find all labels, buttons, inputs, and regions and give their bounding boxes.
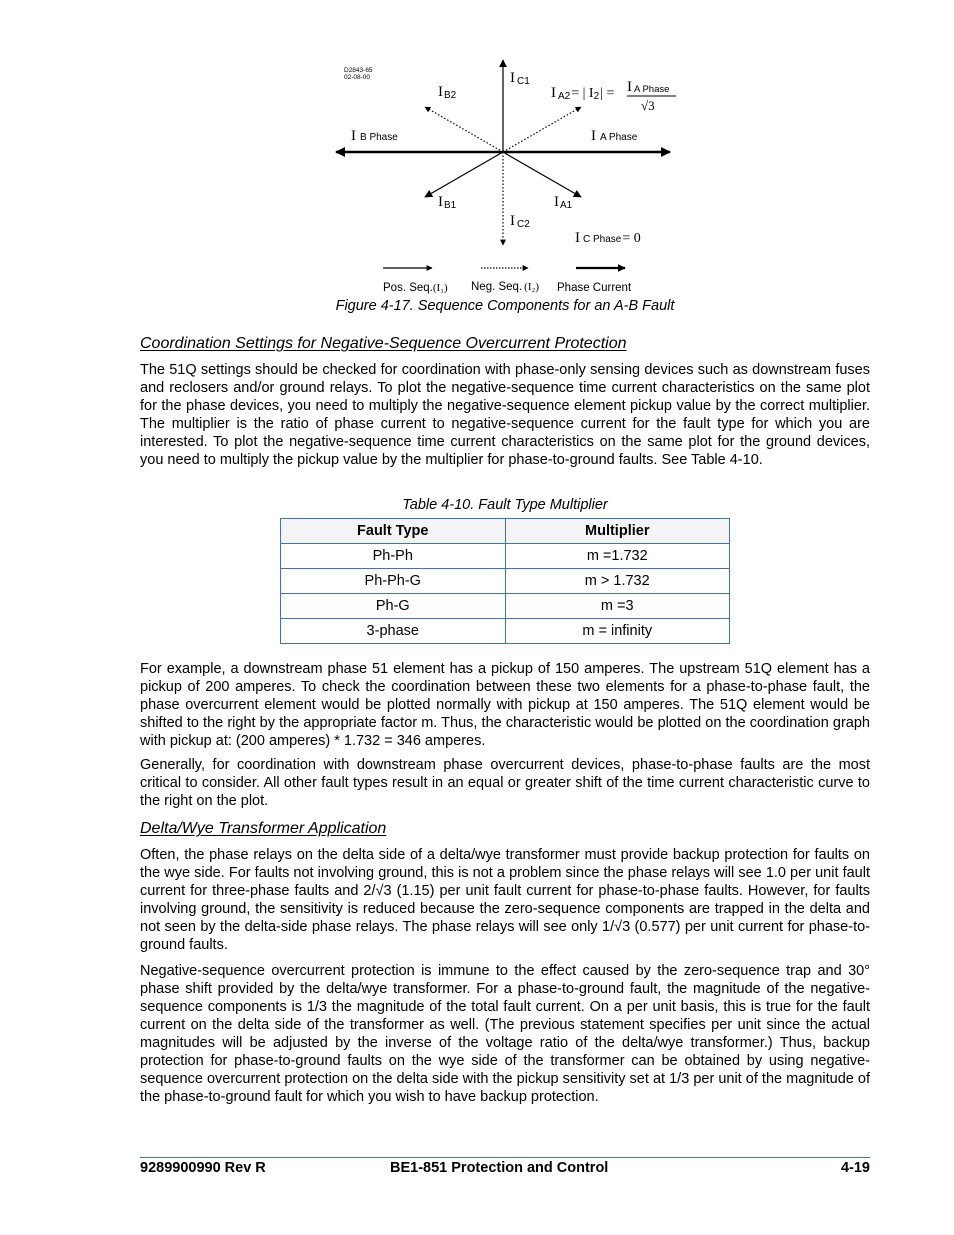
- label-ia2-equation: I A2= | I2| =: [551, 85, 615, 102]
- table-row: [281, 619, 730, 644]
- label-ic-phase: I C Phase= 0: [575, 230, 641, 246]
- ia2-arrow: [503, 107, 581, 152]
- ib1-arrow: [425, 152, 503, 197]
- label-ia1: IA1: [554, 194, 573, 211]
- label-sqrt3: √3: [641, 98, 655, 113]
- legend-pos-seq: Pos. Seq.(I₁): [383, 282, 448, 294]
- paragraph-delta-wye-1: Often, the phase relays on the delta side of a delta/wye transformer must provide backup protection for faults on the wye side. For faults not involving ground, this is not a problem since the phase relays will see 1.0 per unit fault current for three-phase faults and 2/√3 (1.15) per unit fault current for phase-to-phase faults. However, for faults involving ground, the sensitivity is reduced because the zero-sequence components are trapped in the delta and not seen by the delta-side phase relays. The phase relays will see only 1/√3 (0.577) per unit current for phase-to-ground faults.: [140, 847, 870, 953]
- table-cell: Ph-G: [281, 594, 506, 619]
- footer-divider: [140, 1157, 870, 1158]
- legend-neg-seq: Neg. Seq. (I₂): [471, 281, 539, 293]
- label-ia-phase: I A Phase: [591, 128, 638, 144]
- table-cell: 3-phase: [281, 619, 506, 644]
- table-row: [281, 594, 730, 619]
- table-caption: Table 4-10. Fault Type Multiplier: [402, 497, 608, 513]
- footer-doc-number: 9289900990 Rev R: [140, 1160, 266, 1176]
- label-ib2: IB2: [438, 84, 457, 101]
- paragraph-delta-wye-2: Negative-sequence overcurrent protection is immune to the effect caused by the zero-sequence trap and 30° phase shift provided by the delta/wye transformer. For a phase-to-ground fault, the magnitude of the negative-sequence components is 1/3 the magnitude of the total fault current. On a per unit basis, this is true for the fault current on the delta side of the transformer as well. (The previous statement specifies per unit since the actual magnitudes will be adjusted by the inverse of the voltage ratio of the delta/wye transformer.) Thus, backup protection for phase-to-ground faults on the wye side of the transformer can be obtained by using negative-sequence overcurrent protection on the delta side with the pickup sensitivity set at 1/3 per unit of the magnitude of the phase-to-ground fault for which you wish to have backup protection.: [140, 963, 870, 1105]
- table-cell: Ph-Ph: [281, 544, 506, 569]
- label-ic1: I C1: [510, 70, 530, 87]
- fault-type-multiplier-table: [280, 518, 730, 644]
- ib2-arrow: [425, 107, 503, 152]
- footer-page-number: 4-19: [840, 1160, 870, 1176]
- label-fraction-numerator: I A Phase: [627, 79, 670, 95]
- section-heading-delta-wye: Delta/Wye Transformer Application: [140, 820, 387, 837]
- table-cell: Ph-Ph-G: [281, 569, 506, 594]
- drawing-id: D2843-65: [344, 67, 373, 74]
- table-row: [281, 569, 730, 594]
- paragraph-generally: Generally, for coordination with downstream phase overcurrent devices, phase-to-phase faults are the most critical to consider. All other fault types result in an equal or greater shift of the time current characteristic curve to the right on the plot.: [140, 757, 870, 809]
- label-ic2: I C2: [510, 213, 530, 230]
- table-cell: m = infinity: [505, 619, 730, 644]
- table-cell: m =3: [505, 594, 730, 619]
- sequence-components-diagram: [0, 0, 954, 300]
- table-cell: m =1.732: [505, 544, 730, 569]
- label-ib1: IB1: [438, 194, 457, 211]
- table-row: [281, 544, 730, 569]
- legend-phase-current: Phase Current: [557, 282, 632, 294]
- table-header-cell: Multiplier: [505, 519, 730, 544]
- table-header-row: [281, 519, 730, 544]
- paragraph-example: For example, a downstream phase 51 element has a pickup of 150 amperes. The upstream 51Q element has a pickup of 200 amperes. To check the coordination between these two elements for a phase-to-phase fault, the phase overcurrent element would be plotted normally with pickup at 150 amperes. The 51Q element would be shifted to the right by the appropriate factor m. Thus, the characteristic would be plotted on the coordination graph with pickup at: (200 amperes) * 1.732 = 346 amperes.: [140, 661, 870, 749]
- section-heading-coordination: Coordination Settings for Negative-Sequence Overcurrent Protection: [140, 335, 627, 352]
- table-cell: m > 1.732: [505, 569, 730, 594]
- table-header-cell: Fault Type: [281, 519, 506, 544]
- drawing-date: 02-08-00: [344, 74, 371, 81]
- figure-caption: Figure 4-17. Sequence Components for an A-B Fault: [335, 298, 675, 314]
- label-ib-phase: I B Phase: [351, 128, 398, 144]
- paragraph-coordination: The 51Q settings should be checked for coordination with phase-only sensing devices such as downstream fuses and reclosers and/or ground relays. To plot the negative-sequence time current characteristics on the same plot for the phase devices, you need to multiply the negative-sequence element pickup value by the correct multiplier. The multiplier is the ratio of phase current to negative-sequence current for the fault type for which you are interested. To plot the negative-sequence time current characteristics on the same plot for the ground devices, you need to multiply the pickup value by the multiplier for phase-to-ground faults. See Table 4-10.: [140, 362, 870, 468]
- footer-title: BE1-851 Protection and Control: [390, 1160, 609, 1176]
- ia1-arrow: [503, 152, 581, 197]
